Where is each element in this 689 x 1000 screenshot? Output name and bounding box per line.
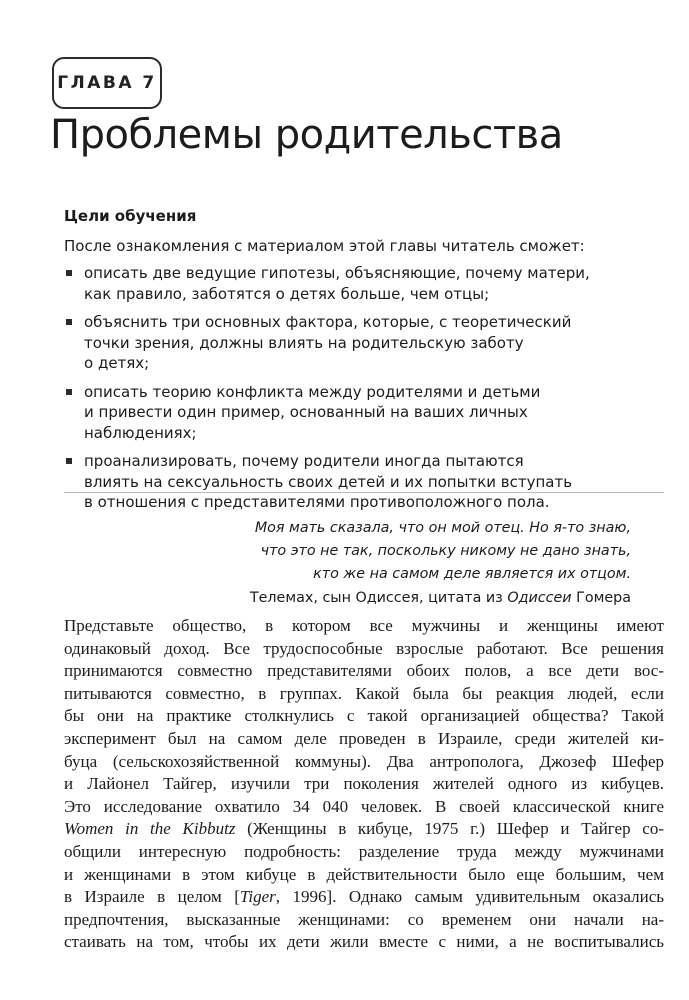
- goal-line: точки зрения, должны влиять на родительскую заботу: [84, 333, 524, 352]
- cite-author: Tiger: [239, 887, 276, 907]
- goal-line: описать теорию конфликта между родителями и детьми: [84, 382, 541, 401]
- body-line: и Лайонел Тайгер, изучили три поколения жителей одного из кибуцев.: [64, 774, 664, 794]
- square-bullet-icon: [66, 319, 72, 325]
- body-line: и женщинами в этом кибуце в действительности было еще большим, чем: [64, 864, 664, 884]
- goals-list: [64, 263, 644, 513]
- body-line: буца (сельскохозяйственной коммуны). Два антрополога, Джозеф Шефер: [64, 751, 664, 771]
- body-line: принимаются совместно представителями обоих полов, а все дети вос-: [64, 661, 664, 681]
- cite-prefix: в Израиле в целом [: [64, 887, 240, 907]
- body-paragraph: [64, 615, 664, 954]
- body-line: стаивать на том, чтобы их дети жили вместе с ними, а не воспитывались: [64, 932, 664, 952]
- chapter-label: ГЛАВА 7: [52, 57, 162, 109]
- body-line: Это исследование охватило 34 040 человек. В своей классической книге: [64, 796, 664, 816]
- divider: [64, 492, 664, 493]
- goal-line: описать две ведущие гипотезы, объясняющие, почему матери,: [84, 264, 590, 282]
- body-line: предпочтения, высказанные женщинами: со временем они начали на-: [64, 909, 664, 929]
- goal-line: проанализировать, почему родители иногда пытаются: [84, 452, 524, 470]
- body-line: Представьте общество, в котором все мужчины и женщины имеют: [64, 616, 664, 635]
- book-title: Women in the Kibbutz: [64, 819, 236, 839]
- epigraph-line: что это не так, поскольку никому не дано знать,: [260, 543, 631, 559]
- epigraph-attribution: [250, 587, 631, 610]
- square-bullet-icon: [66, 389, 72, 395]
- attribution-prefix: Телемах, сын Одиссея, цитата из: [249, 590, 508, 606]
- goal-line: о детях;: [84, 354, 150, 372]
- goal-line: влиять на сексуальность своих детей и их попытки вступать: [84, 472, 573, 491]
- epigraph-quote: [250, 517, 631, 586]
- goal-item: [64, 451, 644, 513]
- body-line: [64, 818, 664, 841]
- square-bullet-icon: [66, 458, 72, 464]
- goal-line: объяснить три основных фактора, которые, с теоретический: [84, 313, 572, 331]
- goal-item: [64, 263, 644, 304]
- body-line: одинаковый доход. Все трудоспособные взрослые работают. Все решения: [64, 638, 664, 658]
- body-line: питываются совместно, в группах. Какой была бы реакция людей, если: [64, 683, 664, 703]
- goals-intro: После ознакомления с материалом этой главы читатель сможет:: [64, 236, 585, 255]
- attribution-suffix: Гомера: [571, 590, 631, 606]
- body-line: бы они на практике столкнулись с такой организацией общества? Такой: [64, 706, 664, 726]
- square-bullet-icon: [66, 270, 72, 276]
- chapter-title: Проблемы родительства: [50, 112, 563, 158]
- goal-line: как правило, заботятся о детях больше, чем отцы;: [84, 284, 490, 303]
- body-line: общили интересную подробность: разделение труда между мужчинами: [64, 841, 664, 861]
- epigraph: [250, 517, 631, 610]
- goals-heading: Цели обучения: [64, 207, 197, 225]
- cite-suffix: , 1996]. Однако самым удивительным оказались: [275, 887, 664, 907]
- goal-line: наблюдениях;: [84, 423, 197, 442]
- goal-line: в отношения с представителями противоположного пола.: [84, 493, 550, 511]
- epigraph-line: кто же на самом деле является их отцом.: [313, 566, 631, 582]
- body-line: [64, 886, 664, 909]
- goal-item: [64, 382, 644, 444]
- body-line: эксперимент был на самом деле проведен в Израиле, среди жителей ки-: [64, 728, 664, 748]
- attribution-work: Одиссеи: [507, 590, 572, 606]
- goal-line: и привести один пример, основанный на ваших личных: [84, 403, 528, 421]
- epigraph-line: Моя мать сказала, что он мой отец. Но я-то знаю,: [254, 520, 631, 536]
- goal-item: [64, 312, 644, 374]
- learning-goals: [64, 206, 644, 521]
- book-rest: (Женщины в кибуце, 1975 г.) Шефер и Тайгер со-: [235, 819, 664, 839]
